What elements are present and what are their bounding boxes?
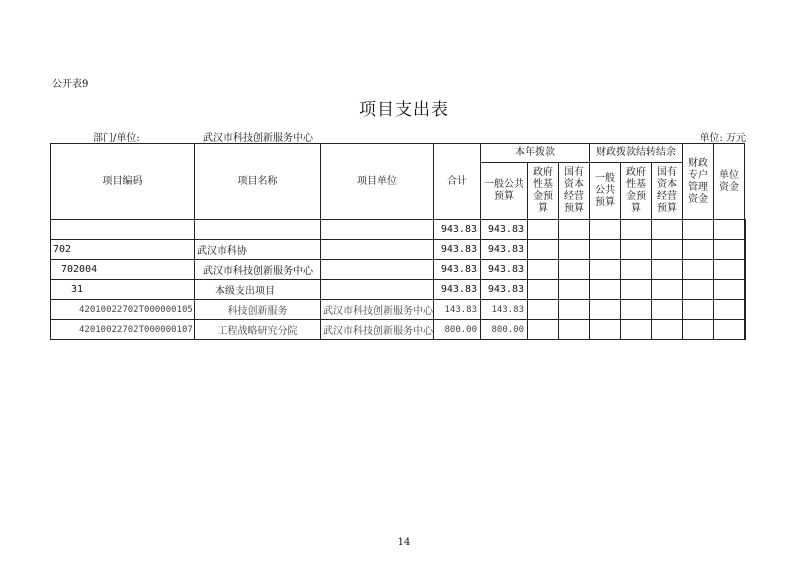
header-carry-state-capital: 国有资本经营预算 [652, 163, 683, 220]
cell-unit: 武汉市科技创新服务中心 [321, 320, 434, 340]
cell-unit: 武汉市科技创新服务中心 [321, 300, 434, 320]
cell-code: 42010022702T000000105 [51, 300, 195, 320]
unit-label: 单位: 万元 [699, 133, 746, 144]
cell-unit [321, 220, 434, 240]
project-expenditure-table [50, 143, 746, 340]
cell-general-budget: 800.00 [481, 320, 528, 340]
table-row [51, 220, 746, 240]
page-title: 项目支出表 [359, 100, 449, 120]
cell-unit [321, 260, 434, 280]
header-general-budget: 一般公共预算 [481, 163, 528, 220]
cell-total: 943.83 [434, 280, 481, 300]
cell-general-budget: 943.83 [481, 280, 528, 300]
cell-name: 武汉市科协 [195, 240, 321, 260]
header-current-year: 本年拨款 [481, 144, 590, 163]
cell-total: 943.83 [434, 240, 481, 260]
table-number: 公开表9 [52, 79, 89, 90]
cell-name: 武汉市科技创新服务中心 [195, 260, 321, 280]
cell-general-budget: 943.83 [481, 220, 528, 240]
cell-code: 31 [51, 280, 195, 300]
table-row [51, 240, 746, 260]
page-number: 14 [397, 537, 411, 548]
header-carry-gov-fund: 政府性基金预算 [621, 163, 652, 220]
cell-general-budget: 943.83 [481, 260, 528, 280]
header-unit-funds: 单位资金 [714, 144, 745, 220]
cell-general-budget: 943.83 [481, 240, 528, 260]
cell-name: 本级支出项目 [195, 280, 321, 300]
table-row [51, 320, 746, 340]
cell-code: 42010022702T000000107 [51, 320, 195, 340]
table-row [51, 300, 746, 320]
cell-code: 702 [51, 240, 195, 260]
header-code: 项目编码 [51, 144, 195, 220]
cell-total: 143.83 [434, 300, 481, 320]
cell-total: 800.00 [434, 320, 481, 340]
header-carry-general: 一般公共预算 [590, 163, 621, 220]
cell-name: 科技创新服务 [195, 300, 321, 320]
department-value: 武汉市科技创新服务中心 [203, 133, 313, 144]
header-special-account: 财政专户管理资金 [683, 144, 714, 220]
header-unit: 项目单位 [321, 144, 434, 220]
cell-code: 702004 [51, 260, 195, 280]
cell-name [195, 220, 321, 240]
header-carryover: 财政拨款结转结余 [590, 144, 683, 163]
cell-total: 943.83 [434, 260, 481, 280]
department-label: 部门/单位: [93, 133, 140, 144]
header-total: 合计 [434, 144, 481, 220]
cell-unit [321, 280, 434, 300]
header-name: 项目名称 [195, 144, 321, 220]
cell-total: 943.83 [434, 220, 481, 240]
cell-code [51, 220, 195, 240]
header-gov-fund: 政府性基金预算 [528, 163, 559, 220]
cell-general-budget: 143.83 [481, 300, 528, 320]
table-row [51, 280, 746, 300]
table-row [51, 260, 746, 280]
cell-unit [321, 240, 434, 260]
header-state-capital: 国有资本经营预算 [559, 163, 590, 220]
cell-name: 工程战略研究分院 [195, 320, 321, 340]
